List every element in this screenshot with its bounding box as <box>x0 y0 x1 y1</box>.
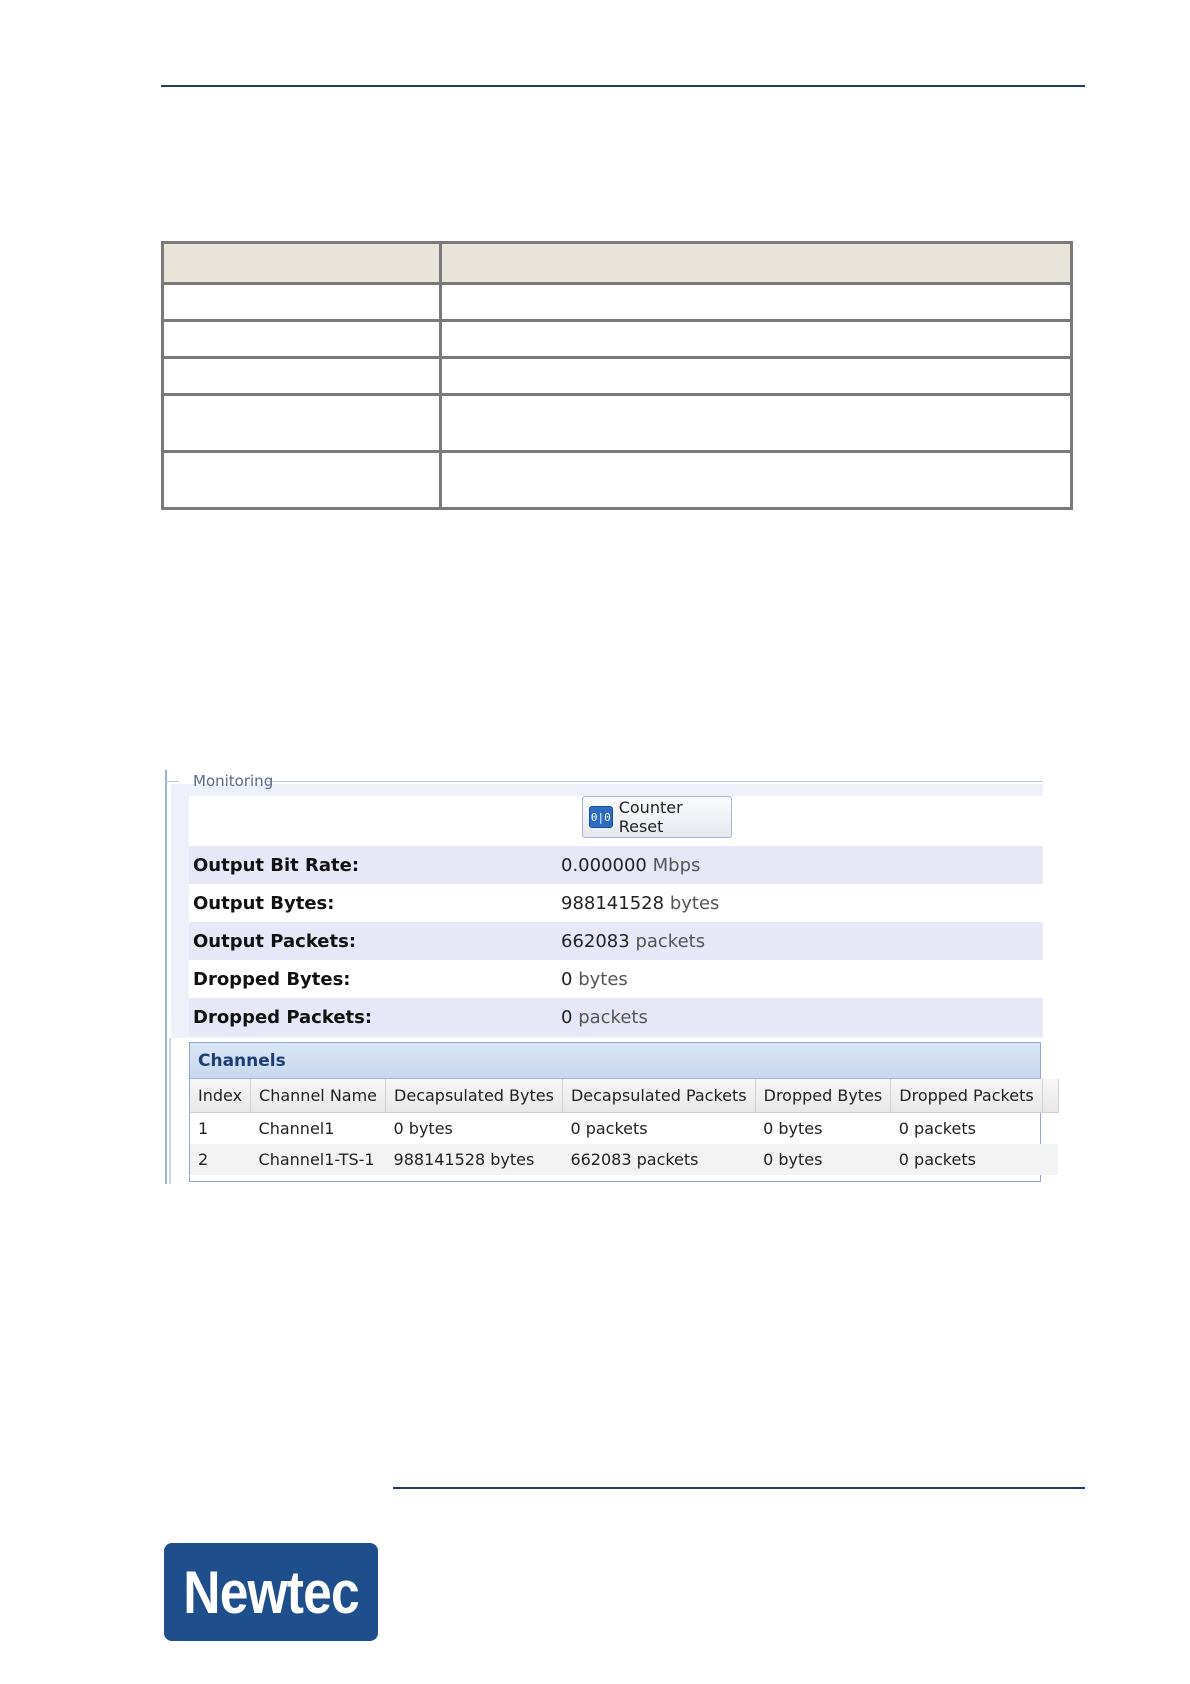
column-header-decapsulated-packets[interactable]: Decapsulated Packets <box>562 1079 755 1113</box>
cell-dropped-bytes: 0 bytes <box>763 1119 823 1138</box>
dropped-packets-label: Dropped Packets: <box>193 1006 373 1028</box>
column-header-channel-name[interactable]: Channel Name <box>251 1079 386 1113</box>
output-bytes-unit: bytes <box>669 892 720 914</box>
dropped-bytes-label: Dropped Bytes: <box>193 968 351 990</box>
panel-border <box>165 770 167 1184</box>
column-header-decapsulated-bytes[interactable]: Decapsulated Bytes <box>386 1079 563 1113</box>
output-bytes-row <box>189 884 1043 922</box>
output-bit-rate-unit: Mbps <box>652 854 701 876</box>
table-row[interactable] <box>190 1113 1058 1145</box>
channels-title: Channels <box>190 1043 1040 1079</box>
dropped-bytes-unit: bytes <box>578 968 628 990</box>
cell-channel-name: Channel1 <box>258 1119 335 1138</box>
output-packets-unit: packets <box>635 930 706 952</box>
cell-channel-name: Channel1-TS-1 <box>251 1144 386 1175</box>
counter-icon: 0|0 <box>589 806 613 828</box>
cell-decapsulated-packets: 0 packets <box>570 1119 648 1138</box>
panel-border <box>169 1038 171 1184</box>
dropped-bytes-row <box>189 960 1043 998</box>
column-header-dropped-bytes[interactable]: Dropped Bytes <box>755 1079 891 1113</box>
output-bit-rate-label: Output Bit Rate: <box>193 854 360 876</box>
monitoring-panel <box>165 770 1043 1184</box>
cell-decapsulated-bytes: 988141528 bytes <box>386 1144 563 1175</box>
dropped-packets-row <box>189 998 1043 1036</box>
output-packets-value: 662083 <box>561 930 630 952</box>
output-packets-row <box>189 922 1043 960</box>
cell-index: 1 <box>198 1119 209 1138</box>
dropped-bytes-value: 0 <box>561 968 573 990</box>
fieldset-line <box>267 781 1043 782</box>
output-bytes-value: 988141528 <box>561 892 665 914</box>
table-header-row <box>163 243 1072 284</box>
header-rule <box>161 85 1085 87</box>
cell-decapsulated-packets: 662083 packets <box>562 1144 755 1175</box>
table-row <box>163 395 1072 452</box>
dropped-packets-unit: packets <box>578 1006 648 1028</box>
monitoring-legend: Monitoring <box>193 772 274 790</box>
output-bit-rate-value: 0.000000 <box>561 854 647 876</box>
counter-reset-label: Counter Reset <box>618 798 683 836</box>
table-row <box>163 358 1072 395</box>
footer-rule <box>393 1487 1085 1489</box>
channels-grid <box>190 1079 1059 1175</box>
counter-reset-button[interactable] <box>582 796 732 838</box>
output-bit-rate-row <box>189 846 1043 884</box>
newtec-logo <box>164 1543 378 1641</box>
output-bytes-label: Output Bytes: <box>193 892 335 914</box>
button-row <box>189 796 1043 846</box>
cell-dropped-packets: 0 packets <box>891 1144 1042 1175</box>
table-row <box>163 321 1072 358</box>
grid-header-row <box>190 1079 1058 1113</box>
column-header-dropped-packets[interactable]: Dropped Packets <box>891 1079 1042 1113</box>
table-row <box>163 284 1072 321</box>
table-row[interactable] <box>190 1144 1058 1175</box>
logo-text: Newtec <box>183 1558 359 1626</box>
cell-index: 2 <box>190 1144 251 1175</box>
output-packets-label: Output Packets: <box>193 930 357 952</box>
dropped-packets-value: 0 <box>561 1006 573 1028</box>
table-row <box>163 452 1072 509</box>
cell-decapsulated-bytes: 0 bytes <box>393 1119 453 1138</box>
fieldset-line <box>165 781 179 782</box>
cell-dropped-bytes: 0 bytes <box>755 1144 891 1175</box>
channels-panel <box>189 1042 1041 1182</box>
column-header-index[interactable]: Index <box>190 1079 251 1113</box>
column-header-filler <box>1042 1079 1058 1113</box>
cell-dropped-packets: 0 packets <box>898 1119 976 1138</box>
empty-document-table <box>161 241 1073 510</box>
